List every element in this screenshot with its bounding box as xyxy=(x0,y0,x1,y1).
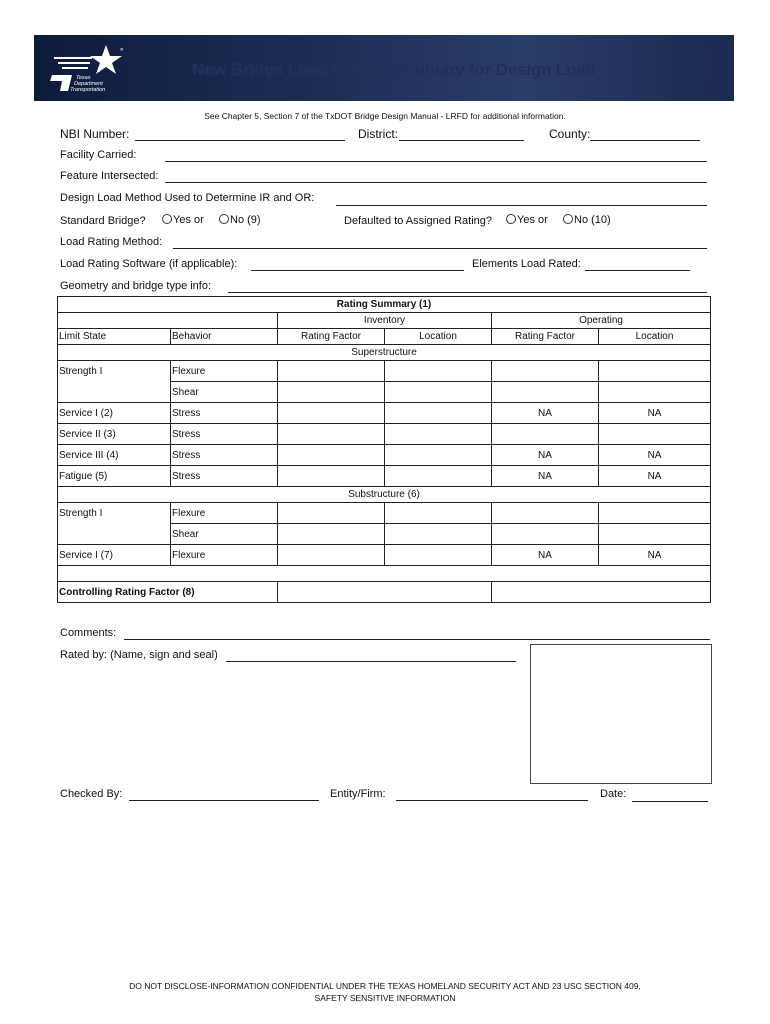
limit-state-cell: Service II (3) xyxy=(58,424,171,445)
na-cell: NA xyxy=(599,403,711,424)
load-rating-software-field[interactable] xyxy=(251,270,464,271)
input-cell[interactable] xyxy=(492,424,599,445)
input-cell[interactable] xyxy=(278,403,385,424)
input-cell[interactable] xyxy=(599,382,711,403)
comments-label: Comments: xyxy=(60,627,117,639)
entity-firm-field[interactable] xyxy=(396,800,588,801)
input-cell[interactable] xyxy=(385,403,492,424)
behavior-cell: Shear xyxy=(171,524,278,545)
table-cell xyxy=(58,313,278,329)
county-label: County: xyxy=(549,127,591,141)
header-banner xyxy=(34,35,734,101)
controlling-inventory-cell[interactable] xyxy=(278,582,492,603)
defaulted-rating-label: Defaulted to Assigned Rating? xyxy=(344,215,492,227)
page-title: New Bridge Load Rating Summary for Design Load xyxy=(192,60,596,79)
input-cell[interactable] xyxy=(385,466,492,487)
input-cell[interactable] xyxy=(278,361,385,382)
behavior-cell: Stress xyxy=(171,445,278,466)
date-field[interactable] xyxy=(632,801,708,802)
input-cell[interactable] xyxy=(492,524,599,545)
checked-by-label: Checked By: xyxy=(60,788,123,800)
limit-state-cell: Strength I xyxy=(58,361,171,382)
inventory-header: Inventory xyxy=(278,313,492,329)
confidentiality-footer: DO NOT DISCLOSE-INFORMATION CONFIDENTIAL UNDER THE TEXAS HOMELAND SECURITY ACT AND 23 USC SECTION 409, SAFETY SENSITIVE INFORMATION xyxy=(129,981,641,1003)
behavior-cell: Stress xyxy=(171,403,278,424)
inv-location-header: Location xyxy=(385,329,492,345)
behavior-cell: Shear xyxy=(171,382,278,403)
feature-intersected-label: Feature Intersected: xyxy=(60,170,159,182)
input-cell[interactable] xyxy=(278,503,385,524)
behavior-cell: Stress xyxy=(171,424,278,445)
date-label: Date: xyxy=(600,788,627,800)
input-cell[interactable] xyxy=(492,361,599,382)
controlling-rating-label: Controlling Rating Factor (8) xyxy=(58,582,278,603)
nbi-number-label: NBI Number: xyxy=(60,127,130,141)
facility-carried-label: Facility Carried: xyxy=(60,149,137,161)
elements-load-rated-field[interactable] xyxy=(585,270,690,271)
district-label: District: xyxy=(358,127,398,141)
input-cell[interactable] xyxy=(492,382,599,403)
na-cell: NA xyxy=(599,466,711,487)
rated-by-field[interactable] xyxy=(226,661,516,662)
defaulted-yes[interactable]: Yes or xyxy=(506,214,548,226)
op-rating-factor-header: Rating Factor xyxy=(492,329,599,345)
load-rating-method-field[interactable] xyxy=(173,248,707,249)
design-load-method-field[interactable] xyxy=(336,205,707,206)
input-cell[interactable] xyxy=(492,503,599,524)
input-cell[interactable] xyxy=(599,524,711,545)
radio-icon[interactable] xyxy=(162,214,172,224)
geometry-field[interactable] xyxy=(228,292,707,293)
inv-rating-factor-header: Rating Factor xyxy=(278,329,385,345)
seal-box[interactable] xyxy=(530,644,712,784)
district-field[interactable] xyxy=(399,140,524,141)
na-cell: NA xyxy=(599,445,711,466)
input-cell[interactable] xyxy=(385,545,492,566)
standard-bridge-yes[interactable]: Yes or xyxy=(162,214,204,226)
reference-note: See Chapter 5, Section 7 of the TxDOT Bridge Design Manual - LRFD for additional information. xyxy=(204,111,566,121)
behavior-cell: Flexure xyxy=(171,545,278,566)
behavior-cell: Stress xyxy=(171,466,278,487)
limit-state-cell xyxy=(58,524,171,545)
load-rating-software-label: Load Rating Software (if applicable): xyxy=(60,258,238,270)
design-load-method-label: Design Load Method Used to Determine IR and OR: xyxy=(60,192,315,204)
rating-summary-table xyxy=(57,296,711,603)
input-cell[interactable] xyxy=(599,361,711,382)
input-cell[interactable] xyxy=(385,524,492,545)
input-cell[interactable] xyxy=(385,445,492,466)
load-rating-method-label: Load Rating Method: xyxy=(60,236,163,248)
behavior-cell: Flexure xyxy=(171,503,278,524)
nbi-number-field[interactable] xyxy=(135,140,345,141)
svg-text:»: » xyxy=(120,47,124,53)
input-cell[interactable] xyxy=(278,545,385,566)
input-cell[interactable] xyxy=(385,424,492,445)
standard-bridge-label: Standard Bridge? xyxy=(60,215,146,227)
limit-state-header: Limit State xyxy=(58,329,171,345)
spacer-row xyxy=(58,566,711,582)
superstructure-header: Superstructure xyxy=(58,345,711,361)
input-cell[interactable] xyxy=(278,445,385,466)
input-cell[interactable] xyxy=(385,361,492,382)
logo-text: Texas Department of Transportation xyxy=(64,75,106,93)
limit-state-cell: Strength I xyxy=(58,503,171,524)
na-cell: NA xyxy=(492,545,599,566)
limit-state-cell: Fatigue (5) xyxy=(58,466,171,487)
input-cell[interactable] xyxy=(278,382,385,403)
limit-state-cell xyxy=(58,382,171,403)
input-cell[interactable] xyxy=(278,424,385,445)
radio-icon[interactable] xyxy=(563,214,573,224)
entity-firm-label: Entity/Firm: xyxy=(330,788,386,800)
county-field[interactable] xyxy=(590,140,700,141)
limit-state-cell: Service I (7) xyxy=(58,545,171,566)
limit-state-cell: Service III (4) xyxy=(58,445,171,466)
standard-bridge-no[interactable]: No (9) xyxy=(219,214,261,226)
table-title: Rating Summary (1) xyxy=(58,297,711,313)
input-cell[interactable] xyxy=(278,466,385,487)
na-cell: NA xyxy=(492,466,599,487)
input-cell[interactable] xyxy=(599,424,711,445)
input-cell[interactable] xyxy=(278,524,385,545)
geometry-label: Geometry and bridge type info: xyxy=(60,280,212,292)
facility-carried-field[interactable] xyxy=(165,161,707,162)
input-cell[interactable] xyxy=(599,503,711,524)
na-cell: NA xyxy=(599,545,711,566)
limit-state-cell: Service I (2) xyxy=(58,403,171,424)
comments-field[interactable] xyxy=(124,639,710,640)
controlling-operating-cell[interactable] xyxy=(492,582,711,603)
op-location-header: Location xyxy=(599,329,711,345)
operating-header: Operating xyxy=(492,313,711,329)
elements-load-rated-label: Elements Load Rated: xyxy=(472,258,581,270)
na-cell: NA xyxy=(492,445,599,466)
na-cell: NA xyxy=(492,403,599,424)
rated-by-label: Rated by: (Name, sign and seal) xyxy=(60,649,218,661)
behavior-cell: Flexure xyxy=(171,361,278,382)
form-number: Form 2731 (Rev. 9/22) Page of xyxy=(683,53,722,82)
substructure-header: Substructure (6) xyxy=(58,487,711,503)
feature-intersected-field[interactable] xyxy=(165,182,707,183)
behavior-header: Behavior xyxy=(171,329,278,345)
radio-icon[interactable] xyxy=(506,214,516,224)
checked-by-field[interactable] xyxy=(129,800,319,801)
input-cell[interactable] xyxy=(385,503,492,524)
radio-icon[interactable] xyxy=(219,214,229,224)
defaulted-no[interactable]: No (10) xyxy=(563,214,611,226)
input-cell[interactable] xyxy=(385,382,492,403)
